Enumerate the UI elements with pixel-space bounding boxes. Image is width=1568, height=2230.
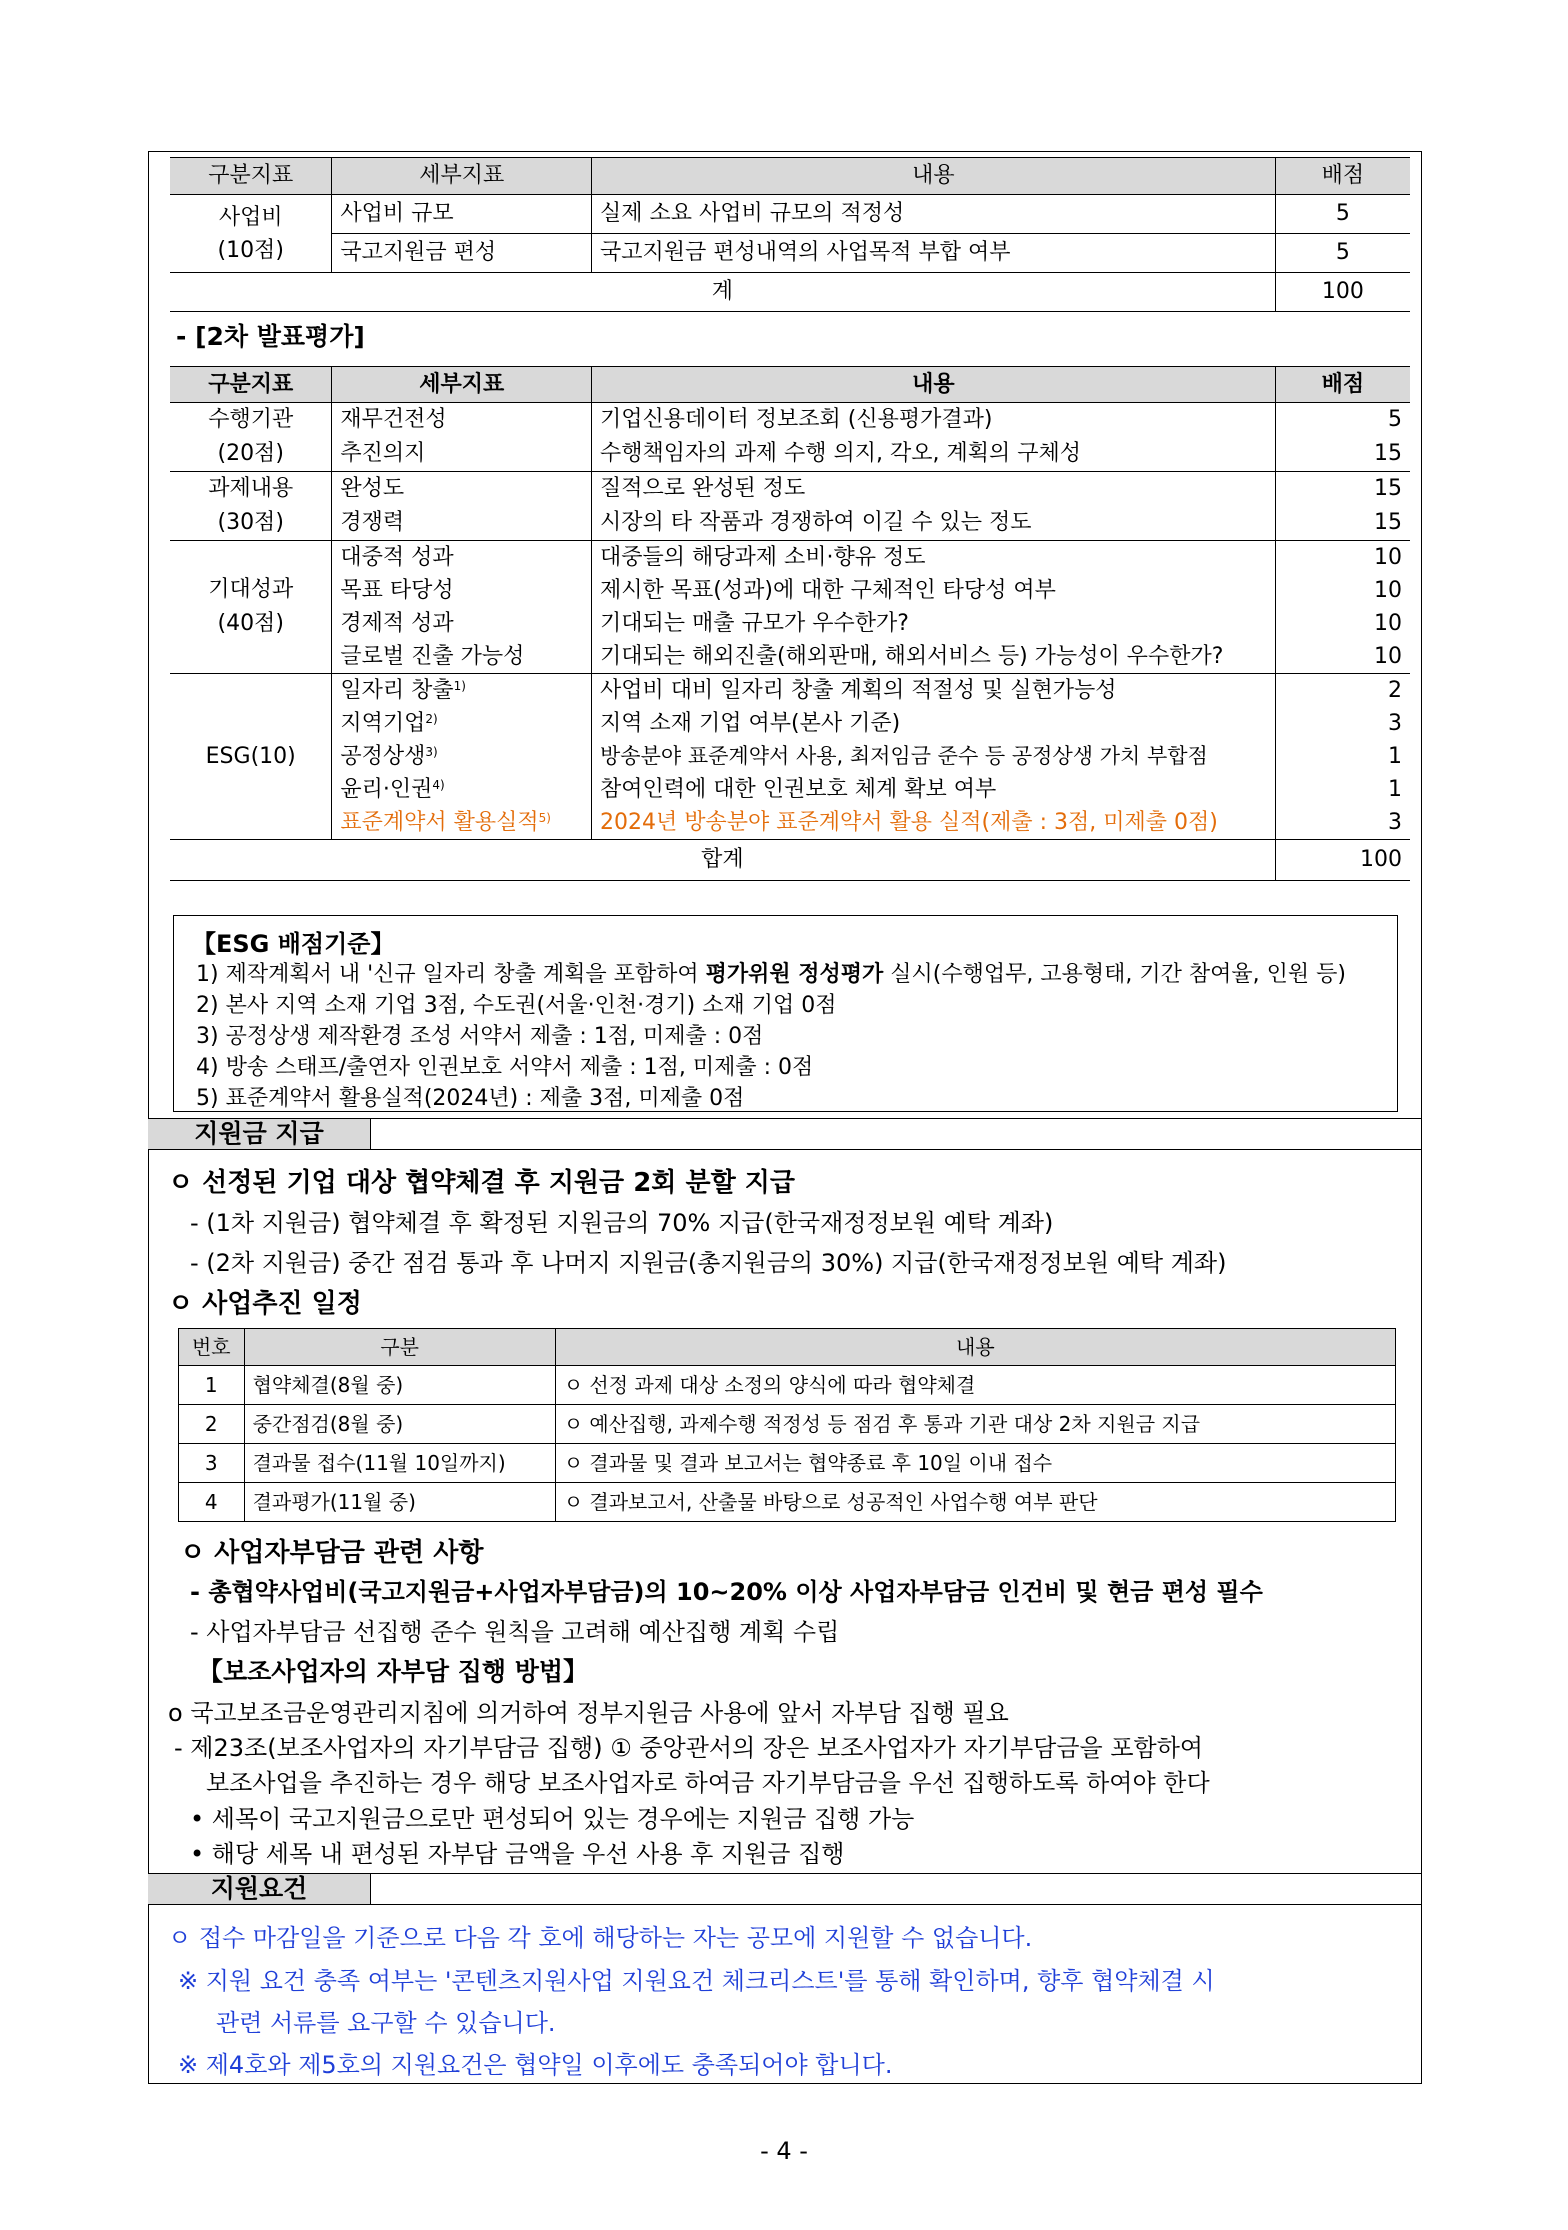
score: 10: [1275, 607, 1410, 640]
group-name: 수행기관: [208, 407, 294, 432]
group-score: (10점): [217, 237, 284, 263]
selfpay-line-1: - 총협약사업비(국고지원금+사업자부담금)의 10~20% 이상 사업자부담금 인건비 및 현금 편성 필수: [190, 1578, 1263, 1606]
row-no: 1: [179, 1366, 245, 1405]
esg-line-1: [196, 957, 1346, 988]
sub-indicator-text: 지역기업: [340, 710, 426, 736]
req-line-3: 관련 서류를 요구할 수 있습니다.: [216, 2009, 556, 2037]
esg-line-4: 4) 방송 스태프/출연자 인권보호 서약서 제출 : 1점, 미제출 : 0점: [196, 1055, 814, 1080]
row-category: 결과평가(11월 중): [244, 1483, 555, 1522]
sub-indicator-text: 일자리 창출: [340, 677, 454, 703]
sub-indicator: 사업비 규모: [332, 195, 592, 234]
esg-title: 【ESG 배점기준】: [192, 930, 395, 958]
group-cell: [170, 541, 332, 674]
row-content: ㅇ 선정 과제 대상 소정의 양식에 따라 협약체결: [555, 1366, 1395, 1405]
section-requirements-label: 지원요건: [148, 1874, 371, 1904]
section-payment-label: 지원금 지급: [148, 1119, 371, 1149]
schedule-table: [178, 1328, 1396, 1522]
group-cell: [170, 674, 332, 840]
sub-indicator: 완성도: [332, 472, 592, 507]
footnote-mark: 3): [425, 744, 438, 759]
footnote-mark: 5): [538, 810, 551, 825]
section-payment: [148, 1118, 1422, 1150]
content: 실제 소요 사업비 규모의 적정성: [592, 195, 1276, 234]
sub-indicator: 글로벌 진출 가능성: [332, 640, 592, 674]
score: 15: [1275, 506, 1410, 541]
content: 지역 소재 기업 여부(본사 기준): [592, 707, 1276, 740]
sub-indicator: [332, 674, 592, 708]
sub-indicator-text: 표준계약서 활용실적: [340, 809, 539, 835]
row-category: 협약체결(8월 중): [244, 1366, 555, 1405]
sub-indicator: 국고지원금 편성: [332, 234, 592, 273]
content: 질적으로 완성된 정도: [592, 472, 1276, 507]
group-cell: [170, 472, 332, 541]
header-score: 배점: [1275, 158, 1410, 195]
content: 제시한 목표(성과)에 대한 구체적인 타당성 여부: [592, 574, 1276, 607]
content: 참여인력에 대한 인권보호 체계 확보 여부: [592, 773, 1276, 806]
header-category: 구분지표: [170, 367, 332, 403]
esg-line-1-pre: 1) 제작계획서 내 '신규 일자리 창출 계획을 포함하여: [196, 962, 706, 987]
group-name: 사업비: [218, 204, 283, 230]
sub-indicator: 재무건전성: [332, 403, 592, 438]
header-category: 구분: [244, 1329, 555, 1366]
row-category: 결과물 접수(11월 10일까지): [244, 1444, 555, 1483]
esg-criteria-box: [173, 915, 1398, 1112]
row-no: 2: [179, 1405, 245, 1444]
evaluation-table-1: [170, 157, 1410, 312]
schedule-head: ㅇ 사업추진 일정: [168, 1289, 362, 1319]
row-no: 4: [179, 1483, 245, 1522]
footnote-mark: 2): [425, 711, 438, 726]
score: 5: [1275, 195, 1410, 234]
req-line-1: ㅇ 접수 마감일을 기준으로 다음 각 호에 해당하는 자는 공모에 지원할 수 없습니다.: [168, 1924, 1033, 1952]
score: 10: [1275, 541, 1410, 575]
header-no: 번호: [179, 1329, 245, 1366]
row-category: 중간점검(8월 중): [244, 1405, 555, 1444]
header-sub-indicator: 세부지표: [332, 367, 592, 403]
header-score: 배점: [1275, 367, 1410, 403]
evaluation-table-2: [170, 366, 1410, 881]
esg-line-2: 2) 본사 지역 소재 기업 3점, 수도권(서울·인천·경기) 소재 기업 0점: [196, 993, 837, 1018]
row-content: ㅇ 결과물 및 결과 보고서는 협약종료 후 10일 이내 접수: [555, 1444, 1395, 1483]
content: 사업비 대비 일자리 창출 계획의 적절성 및 실현가능성: [592, 674, 1276, 708]
group-name: 기대성과: [208, 577, 294, 603]
selfpay-line-4: - 제23조(보조사업자의 자기부담금 집행) ① 중앙관서의 장은 보조사업자가 자기부담금을 포함하여: [174, 1734, 1204, 1762]
sub-indicator: 대중적 성과: [332, 541, 592, 575]
section-requirements: [148, 1873, 1422, 1905]
group-name: 과제내용: [208, 476, 294, 502]
esg-line-1-bold: 평가위원 정성평가: [705, 962, 884, 987]
payment-line-2: - (2차 지원금) 중간 점검 통과 후 나머지 지원금(총지원금의 30%) 지급(한국재정정보원 예탁 계좌): [190, 1249, 1227, 1277]
sub-indicator-text: 윤리·인권: [340, 776, 433, 802]
header-sub-indicator: 세부지표: [332, 158, 592, 195]
group-score: (40점): [217, 611, 284, 637]
page-number: - 4 -: [760, 2137, 808, 2165]
score: 2: [1275, 674, 1410, 708]
sub-indicator: [332, 740, 592, 773]
sub-indicator: [332, 773, 592, 806]
score: 15: [1275, 472, 1410, 507]
selfpay-sub-head: 【보조사업자의 자부담 집행 방법】: [198, 1657, 589, 1686]
content: 기대되는 매출 규모가 우수한가?: [592, 607, 1276, 640]
footnote-mark: 1): [453, 678, 466, 693]
sub-indicator: 경제적 성과: [332, 607, 592, 640]
score: 3: [1275, 806, 1410, 840]
selfpay-line-2: - 사업자부담금 선집행 준수 원칙을 고려해 예산집행 계획 수립: [190, 1618, 840, 1646]
selfpay-line-6: • 세목이 국고지원금으로만 편성되어 있는 경우에는 지원금 집행 가능: [190, 1805, 915, 1833]
content: 시장의 타 작품과 경쟁하여 이길 수 있는 정도: [592, 506, 1276, 541]
sub-indicator: [332, 806, 592, 840]
payment-head: ㅇ 선정된 기업 대상 협약체결 후 지원금 2회 분할 지급: [168, 1168, 795, 1198]
row-no: 3: [179, 1444, 245, 1483]
req-line-2: ※ 지원 요건 충족 여부는 '콘텐츠지원사업 지원요건 체크리스트'를 통해 확인하며, 향후 협약체결 시: [178, 1967, 1215, 1995]
content: 방송분야 표준계약서 사용, 최저임금 준수 등 공정상생 가치 부합점: [592, 740, 1276, 773]
sub-indicator-text: 공정상생: [340, 743, 426, 769]
esg-line-3: 3) 공정상생 제작환경 조성 서약서 제출 : 1점, 미제출 : 0점: [196, 1024, 764, 1049]
score: 10: [1275, 640, 1410, 674]
score: 5: [1275, 234, 1410, 273]
content: 기대되는 해외진출(해외판매, 해외서비스 등) 가능성이 우수한가?: [592, 640, 1276, 674]
group-score: (30점): [217, 510, 284, 536]
total-score: 100: [1275, 840, 1410, 881]
row-content: ㅇ 예산집행, 과제수행 적정성 등 점검 후 통과 기관 대상 2차 지원금 지급: [555, 1405, 1395, 1444]
selfpay-head: ㅇ 사업자부담금 관련 사항: [180, 1538, 484, 1568]
sub-indicator: [332, 707, 592, 740]
sub-indicator: 경쟁력: [332, 506, 592, 541]
content: 수행책임자의 과제 수행 의지, 각오, 계획의 구체성: [592, 437, 1276, 472]
selfpay-line-5: 보조사업을 추진하는 경우 해당 보조사업자로 하여금 자기부담금을 우선 집행하도록 하여야 한다: [206, 1769, 1210, 1797]
group-cell: [170, 403, 332, 472]
esg-line-5: 5) 표준계약서 활용실적(2024년) : 제출 3점, 미제출 0점: [196, 1086, 745, 1111]
group-score: (20점): [217, 441, 284, 467]
score: 10: [1275, 574, 1410, 607]
sub-indicator: 추진의지: [332, 437, 592, 472]
content: 대중들의 해당과제 소비·향유 정도: [592, 541, 1276, 575]
header-content: 내용: [592, 367, 1276, 403]
score: 5: [1275, 403, 1410, 438]
header-content: 내용: [555, 1329, 1395, 1366]
second-evaluation-title: - [2차 발표평가]: [176, 322, 365, 351]
content: 국고지원금 편성내역의 사업목적 부합 여부: [592, 234, 1276, 273]
content: 2024년 방송분야 표준계약서 활용 실적(제출 : 3점, 미제출 0점): [592, 806, 1276, 840]
header-content: 내용: [592, 158, 1276, 195]
esg-line-1-post: 실시(수행업무, 고용형태, 기간 참여율, 인원 등): [883, 962, 1346, 987]
score: 15: [1275, 437, 1410, 472]
group-cell: [170, 195, 332, 273]
footnote-mark: 4): [432, 777, 445, 792]
content: 기업신용데이터 정보조회 (신용평가결과): [592, 403, 1276, 438]
selfpay-line-3: o 국고보조금운영관리지침에 의거하여 정부지원금 사용에 앞서 자부담 집행 필요: [168, 1699, 1009, 1727]
score: 1: [1275, 773, 1410, 806]
score: 1: [1275, 740, 1410, 773]
sub-indicator: 목표 타당성: [332, 574, 592, 607]
group-name: ESG(10): [205, 743, 296, 769]
req-line-4: ※ 제4호와 제5호의 지원요건은 협약일 이후에도 충족되어야 합니다.: [178, 2051, 893, 2079]
selfpay-line-7: • 해당 세목 내 편성된 자부담 금액을 우선 사용 후 지원금 집행: [190, 1840, 845, 1868]
total-label: 합계: [701, 847, 744, 873]
total-score: 100: [1275, 273, 1410, 312]
payment-line-1: - (1차 지원금) 협약체결 후 확정된 지원금의 70% 지급(한국재정정보원 예탁 계좌): [190, 1209, 1054, 1237]
header-category: 구분지표: [170, 158, 332, 195]
row-content: ㅇ 결과보고서, 산출물 바탕으로 성공적인 사업수행 여부 판단: [555, 1483, 1395, 1522]
total-label: 계: [711, 279, 733, 304]
score: 3: [1275, 707, 1410, 740]
